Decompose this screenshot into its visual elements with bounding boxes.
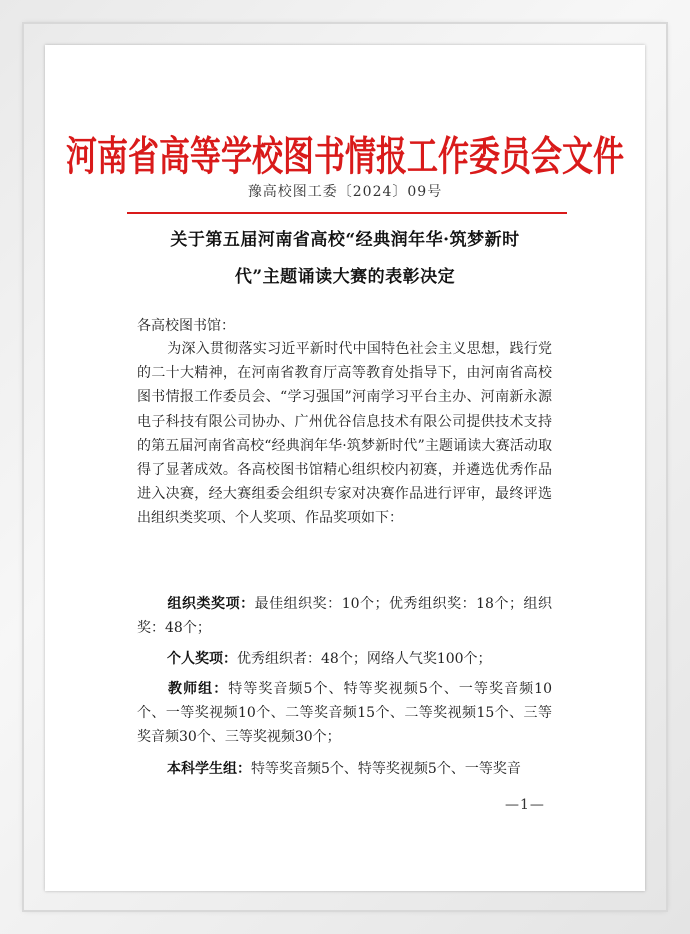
body-paragraph [137, 337, 552, 531]
salutation: 各高校图书馆： [137, 318, 235, 334]
document-page [45, 45, 645, 891]
award-label: 教师组： [167, 681, 229, 697]
red-divider-line [127, 212, 567, 214]
document-number: 豫高校图工委〔2024〕09号 [247, 184, 443, 200]
award-text: 特等奖音频5个、特等奖视频5个、一等奖音 [251, 761, 521, 777]
award-paragraph-teacher [137, 677, 552, 750]
body-paragraph-text: 为深入贯彻落实习近平新时代中国特色社会主义思想，践行党的二十大精神，在河南省教育厅高等教育处指导下，由河南省高校图书情报工作委员会、“学习强国”河南学习平台主办、河南新永源电子科技有限公司协办、广州优谷信息技术有限公司提供技术支持的第五届河南省高校“经典润年华·筑梦新时代”主题诵读大赛活动取得了显著成效。各高校图书馆精心组织校内初赛，并遴选优秀作品进入决赛，经大赛组委会组织专家对决赛作品进行评审，最终评选出组织类奖项、个人奖项、作品奖项如下： [137, 341, 552, 527]
header-title: 河南省高等学校图书情报工作委员会文件 [66, 133, 624, 181]
award-text: 优秀组织者：48个；网络人气奖100个； [237, 651, 492, 667]
award-text: 特等奖音频5个、特等奖视频5个、一等奖音频10个、一等奖视频10个、二等奖音频15个、二等奖视频15个、三等奖音频30个、三等奖视频30个； [137, 681, 552, 746]
award-paragraph-organization [137, 592, 552, 640]
award-label: 个人奖项： [167, 651, 237, 667]
award-paragraph-undergrad [137, 757, 552, 781]
award-text: 最佳组织奖：10个；优秀组织奖：18个；组织奖：48个； [137, 596, 552, 637]
page-number: —1— [505, 797, 545, 813]
award-label: 组织类奖项： [167, 596, 255, 612]
award-paragraph-individual [137, 647, 552, 671]
award-label: 本科学生组： [167, 761, 251, 777]
subject-line-2: 代”主题诵读大赛的表彰决定 [234, 267, 456, 287]
subject-line-1: 关于第五届河南省高校“经典润年华·筑梦新时 [170, 230, 520, 250]
